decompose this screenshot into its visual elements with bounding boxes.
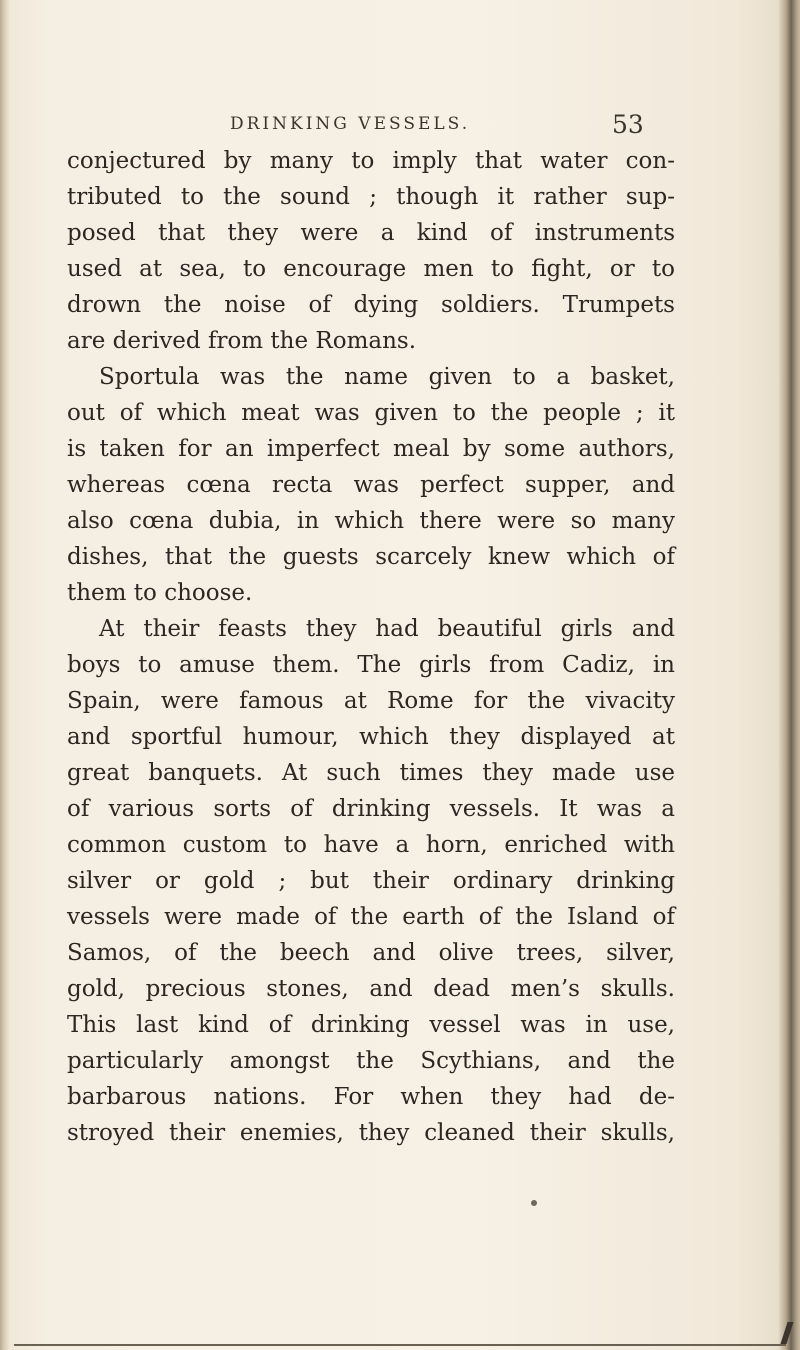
text-line: are derived from the Romans.: [67, 328, 417, 354]
page-right-edge: [778, 0, 800, 1350]
text-line: and sportful humour, which they displayed at: [67, 724, 675, 750]
text-line: them to choose.: [67, 580, 253, 606]
page-left-edge: [0, 0, 10, 1350]
text-line: Samos, of the beech and olive trees, silver,: [67, 940, 675, 966]
text-line: particularly amongst the Scythians, and the: [67, 1048, 675, 1074]
text-line: whereas cœna recta was perfect supper, and: [67, 472, 675, 498]
text-line: At their feasts they had beautiful girls and: [99, 616, 675, 642]
text-line: stroyed their enemies, they cleaned their skulls,: [67, 1120, 675, 1146]
text-line: boys to amuse them. The girls from Cadiz, in: [67, 652, 675, 678]
text-line: also cœna dubia, in which there were so many: [67, 508, 675, 534]
text-line: conjectured by many to imply that water con-: [67, 148, 675, 174]
running-head: DRINKING VESSELS.: [230, 114, 471, 134]
text-line: of various sorts of drinking vessels. It was a: [67, 796, 675, 822]
text-line: tributed to the sound ; though it rather sup-: [67, 184, 675, 210]
text-line: used at sea, to encourage men to fight, or to: [67, 256, 675, 282]
text-line: dishes, that the guests scarcely knew which of: [67, 544, 675, 570]
text-line: Spain, were famous at Rome for the vivacity: [67, 688, 675, 714]
text-line: This last kind of drinking vessel was in use,: [67, 1012, 675, 1038]
text-line: is taken for an imperfect meal by some authors,: [67, 436, 675, 462]
ink-speck: [531, 1200, 537, 1206]
text-line: posed that they were a kind of instruments: [67, 220, 675, 246]
text-line: drown the noise of dying soldiers. Trumpets: [67, 292, 675, 318]
text-line: silver or gold ; but their ordinary drinking: [67, 868, 675, 894]
page-header: [0, 110, 800, 140]
page-number: 53: [612, 110, 644, 139]
text-line: common custom to have a horn, enriched with: [67, 832, 675, 858]
page-bottom-edge: [14, 1344, 786, 1346]
text-line: out of which meat was given to the people ; it: [67, 400, 675, 426]
text-line: gold, precious stones, and dead men’s skulls.: [67, 976, 675, 1002]
text-line: vessels were made of the earth of the Island of: [67, 904, 675, 930]
text-line: barbarous nations. For when they had de-: [67, 1084, 675, 1110]
text-line: great banquets. At such times they made use: [67, 760, 675, 786]
text-line: Sportula was the name given to a basket,: [99, 364, 675, 390]
body-text: [67, 143, 675, 1151]
